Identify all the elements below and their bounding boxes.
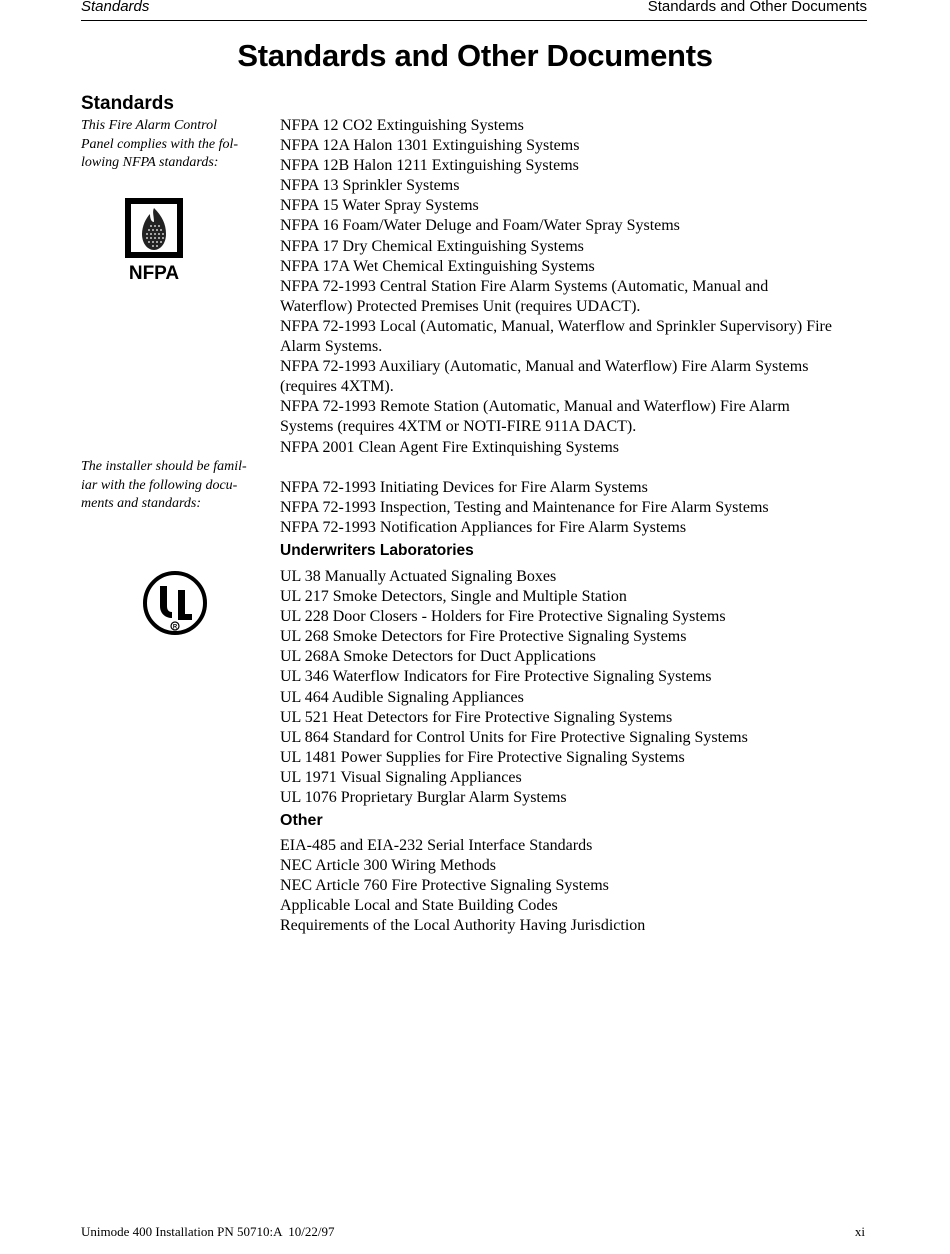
running-header-left: Standards	[81, 0, 150, 15]
list-item: NFPA 72-1993 Notification Appliances for Fire Alarm Systems	[280, 519, 687, 537]
nfpa-standards-list	[280, 116, 880, 458]
installer-documents-list	[280, 478, 880, 538]
list-item: UL 1481 Power Supplies for Fire Protective Signaling Systems	[280, 748, 685, 766]
list-item: UL 228 Door Closers - Holders for Fire Protective Signaling Systems	[280, 608, 726, 626]
page-title: Standards and Other Documents	[237, 38, 713, 73]
svg-text:R: R	[172, 624, 178, 631]
list-item: NFPA 17A Wet Chemical Extinguishing Systems	[280, 257, 595, 275]
list-item: NFPA 12 CO2 Extinguishing Systems	[280, 117, 524, 134]
other-documents-list	[280, 836, 880, 936]
page-number: xi	[854, 1224, 865, 1239]
list-item: NEC Article 300 Wiring Methods	[280, 857, 496, 875]
list-item: NFPA 12B Halon 1211 Extinguishing Systems	[280, 157, 579, 175]
list-item: NFPA 16 Foam/Water Deluge and Foam/Water Spray Systems	[280, 217, 680, 235]
running-header-right: Standards and Other Documents	[647, 0, 867, 15]
list-item: UL 38 Manually Actuated Signaling Boxes	[280, 568, 557, 585]
list-item: UL 521 Heat Detectors for Fire Protective Signaling Systems	[280, 708, 673, 726]
list-item: NFPA 72-1993 Remote Station (Automatic, Manual and Waterflow) Fire Alarm Systems (requires 4XTM or NOTI-FIRE 911A DACT).	[280, 398, 790, 436]
ul-section	[280, 541, 880, 561]
ul-logo-icon	[142, 570, 208, 636]
list-item: Requirements of the Local Authority Having Jurisdiction	[280, 917, 646, 935]
list-item: Applicable Local and State Building Codes	[280, 897, 558, 915]
installer-note: The installer should be famil- iar with the following docu- ments and standards:	[81, 459, 247, 511]
list-item: EIA-485 and EIA-232 Serial Interface Standards	[280, 837, 593, 854]
footer-document-id: Unimode 400 Installation PN 50710:A 10/22/97	[81, 1224, 335, 1239]
ul-heading: Underwriters Laboratories	[280, 542, 474, 559]
list-item: UL 1076 Proprietary Burglar Alarm Systems	[280, 789, 567, 807]
nfpa-logo-icon	[122, 196, 190, 282]
list-item: NFPA 15 Water Spray Systems	[280, 197, 479, 215]
header-rule	[81, 20, 867, 21]
list-item: UL 268 Smoke Detectors for Fire Protective Signaling Systems	[280, 628, 687, 646]
list-item: NFPA 2001 Clean Agent Fire Extinquishing Systems	[280, 438, 619, 456]
list-item: UL 864 Standard for Control Units for Fire Protective Signaling Systems	[280, 728, 748, 746]
nfpa-compliance-note: This Fire Alarm Control Panel complies with the fol- lowing NFPA standards:	[81, 118, 239, 170]
list-item: NFPA 72-1993 Initiating Devices for Fire Alarm Systems	[280, 479, 648, 496]
list-item: NFPA 13 Sprinkler Systems	[280, 177, 460, 195]
section-heading-standards: Standards	[81, 93, 174, 114]
other-heading: Other	[280, 812, 323, 829]
other-section	[280, 811, 880, 831]
ul-logo-text: UL	[174, 580, 176, 581]
list-item: NFPA 17 Dry Chemical Extinguishing Systems	[280, 237, 584, 255]
list-item: UL 464 Audible Signaling Appliances	[280, 688, 524, 706]
nfpa-logo-text: NFPA	[128, 263, 180, 282]
ul-standards-list	[280, 567, 880, 808]
list-item: NFPA 72-1993 Auxiliary (Automatic, Manual and Waterflow) Fire Alarm Systems (requires 4XTM).	[280, 358, 809, 396]
list-item: NFPA 12A Halon 1301 Extinguishing Systems	[280, 137, 580, 155]
list-item: NEC Article 760 Fire Protective Signaling Systems	[280, 877, 609, 895]
list-item: UL 346 Waterflow Indicators for Fire Protective Signaling Systems	[280, 668, 712, 686]
list-item: NFPA 72-1993 Inspection, Testing and Maintenance for Fire Alarm Systems	[280, 499, 769, 517]
list-item: NFPA 72-1993 Central Station Fire Alarm Systems (Automatic, Manual and Waterflow) Protected Premises Unit (requires UDACT).	[280, 277, 769, 315]
list-item: UL 217 Smoke Detectors, Single and Multiple Station	[280, 588, 627, 606]
list-item: NFPA 72-1993 Local (Automatic, Manual, Waterflow and Sprinkler Supervisory) Fire Alarm Systems.	[280, 317, 832, 356]
list-item: UL 268A Smoke Detectors for Duct Applications	[280, 648, 596, 666]
list-item: UL 1971 Visual Signaling Appliances	[280, 768, 522, 786]
